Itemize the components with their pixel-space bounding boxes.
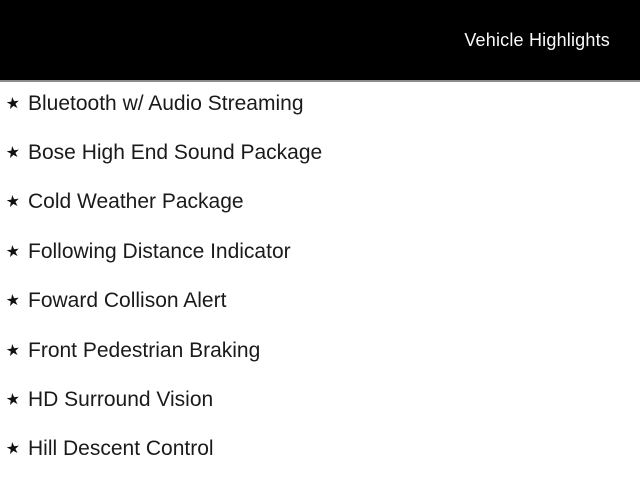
header-bar <box>0 0 640 82</box>
star-icon: ★ <box>4 291 22 311</box>
star-icon: ★ <box>4 94 22 114</box>
list-item <box>0 375 640 424</box>
feature-label: Bose High End Sound Package <box>28 141 323 165</box>
star-icon: ★ <box>4 440 22 459</box>
star-icon: ★ <box>4 193 22 212</box>
list-item <box>0 227 640 276</box>
feature-label: Following Distance Indicator <box>28 239 291 263</box>
page-title: Vehicle Highlights <box>464 29 610 50</box>
feature-label: Cold Weather Package <box>28 190 244 214</box>
list-item <box>0 326 640 375</box>
list-item <box>0 178 640 227</box>
list-item <box>0 425 640 474</box>
star-icon: ★ <box>4 390 22 410</box>
star-icon: ★ <box>4 341 22 361</box>
feature-label: HD Surround Vision <box>28 388 214 412</box>
feature-label: Bluetooth w/ Audio Streaming <box>28 91 304 115</box>
feature-label: Foward Collison Alert <box>28 289 227 313</box>
star-icon: ★ <box>4 242 22 262</box>
vehicle-highlights-list <box>0 79 640 474</box>
feature-label: Front Pedestrian Braking <box>28 338 261 362</box>
feature-label: Hill Descent Control <box>28 437 214 461</box>
list-item <box>0 128 640 177</box>
list-item <box>0 277 640 326</box>
star-icon: ★ <box>4 143 22 163</box>
list-item <box>0 79 640 128</box>
